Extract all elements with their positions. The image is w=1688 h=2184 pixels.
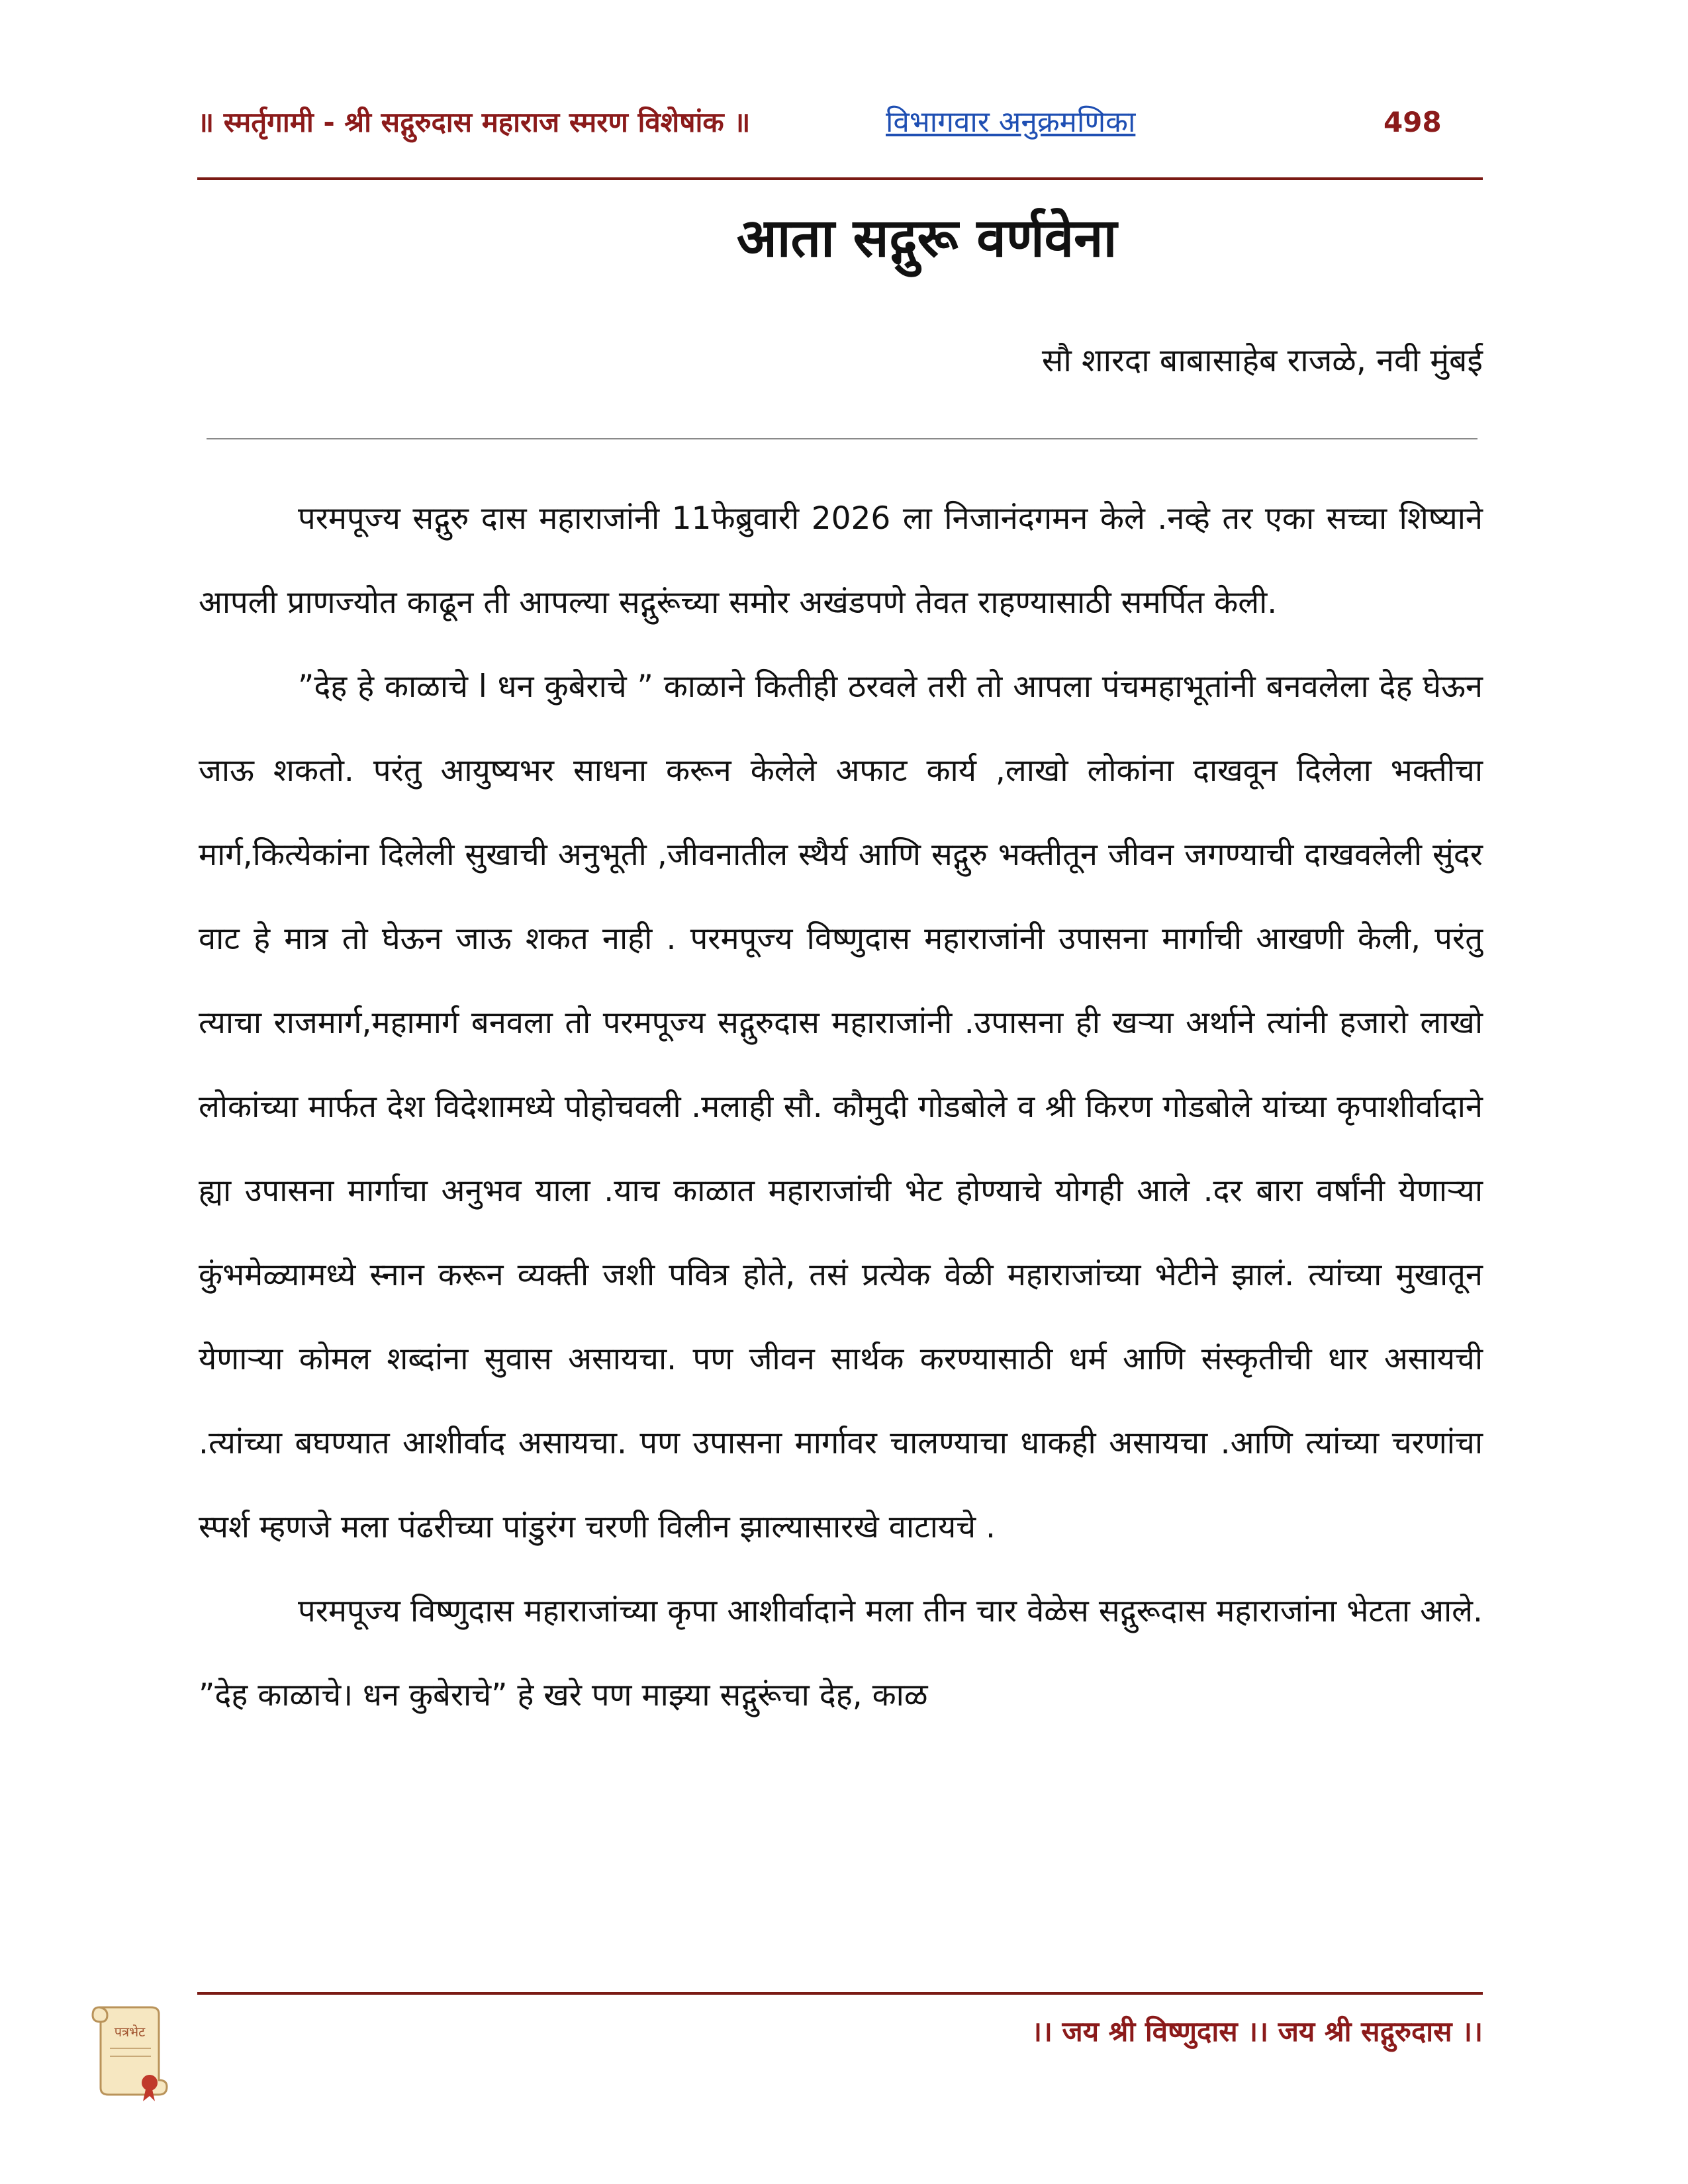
patrabhet-scroll-logo	[86, 1995, 172, 2105]
paragraph-2: ”देह हे काळाचे l धन कुबेराचे ” काळाने कितीही ठरवले तरी तो आपला पंचमहाभूतांनी बनवलेला देह घेऊन जाऊ शकतो. परंतु आयुष्यभर साधना करून केलेले अफाट कार्य ,लाखो लोकांना दाखवून दिलेला भक्तीचा मार्ग,कित्येकांना दिलेली सुखाची अनुभूती ,जीवनातील स्थैर्य आणि सद्गुरु भक्तीतून जीवन जगण्याची दाखवलेली सुंदर वाट हे मात्र तो घेऊन जाऊ शकत नाही . परमपूज्य विष्णुदास महाराजांनी उपासना मार्गाची आखणी केली, परंतु त्याचा राजमार्ग,महामार्ग बनवला तो परमपूज्य सद्गुरुदास महाराजांनी .उपासना ही खऱ्या अर्थाने त्यांनी हजारो लाखो लोकांच्या मार्फत देश विदेशामध्ये पोहोचवली .मलाही सौ. कौमुदी गोडबोले व श्री किरण गोडबोले यांच्या कृपाशीर्वादाने ह्या उपासना मार्गाचा अनुभव याला .याच काळात महाराजांची भेट होण्याचे योगही आले .दर बारा वर्षांनी येणाऱ्या कुंभमेळ्यामध्ये स्नान करून व्यक्ती जशी पवित्र होते, तसं प्रत्येक वेळी महाराजांच्या भेटीने झालं. त्यांच्या मुखातून येणाऱ्या कोमल शब्दांना सुवास असायचा. पण जीवन सार्थक करण्यासाठी धर्म आणि संस्कृतीची धार असायची .त्यांच्या बघण्यात आशीर्वाद असायचा. पण उपासना मार्गावर चालण्याचा धाकही असायचा .आणि त्यांच्या चरणांचा स्पर्श म्हणजे मला पंढरीच्या पांडुरंग चरणी विलीन झाल्यासारखे वाटायचे .	[199, 668, 1483, 1545]
magazine-title: ॥ स्मर्तृगामी - श्री सद्गुरुदास महाराज स्मरण विशेषांक ॥	[197, 106, 751, 138]
paragraph-1: परमपूज्य सद्गुरु दास महाराजांनी 11फेब्रुवारी 2026 ला निजानंदगमन केले .नव्हे तर एका सच्चा शिष्याने आपली प्राणज्योत काढून ती आपल्या सद्गुरूंच्या समोर अखंडपणे तेवत राहण्यासाठी समर्पित केली.	[199, 500, 1483, 621]
article-body	[199, 477, 1483, 1737]
page-number: 498	[1383, 106, 1442, 138]
section-index-link[interactable]: विभागवार अनुक्रमणिका	[886, 105, 1136, 139]
logo-text: पत्रभेट	[114, 2024, 146, 2040]
footer-divider	[197, 1992, 1483, 1995]
paragraph-3: परमपूज्य विष्णुदास महाराजांच्या कृपा आशीर्वादाने मला तीन चार वेळेस सद्गुरूदास महाराजांना भेटता आले. ”देह काळाचे। धन कुबेराचे” हे खरे पण माझ्या सद्गुरूंचा देह, काळ	[199, 1593, 1483, 1713]
article-title: आता सद्गुरू वर्णवेना	[736, 207, 1117, 269]
header-divider	[197, 177, 1483, 180]
title-divider	[207, 438, 1477, 439]
article-author: सौ शारदा बाबासाहेब राजळे, नवी मुंबई	[1041, 342, 1483, 379]
footer-salutation: ।। जय श्री विष्णुदास ।। जय श्री सद्गुरुदास ।।	[1031, 2015, 1483, 2048]
